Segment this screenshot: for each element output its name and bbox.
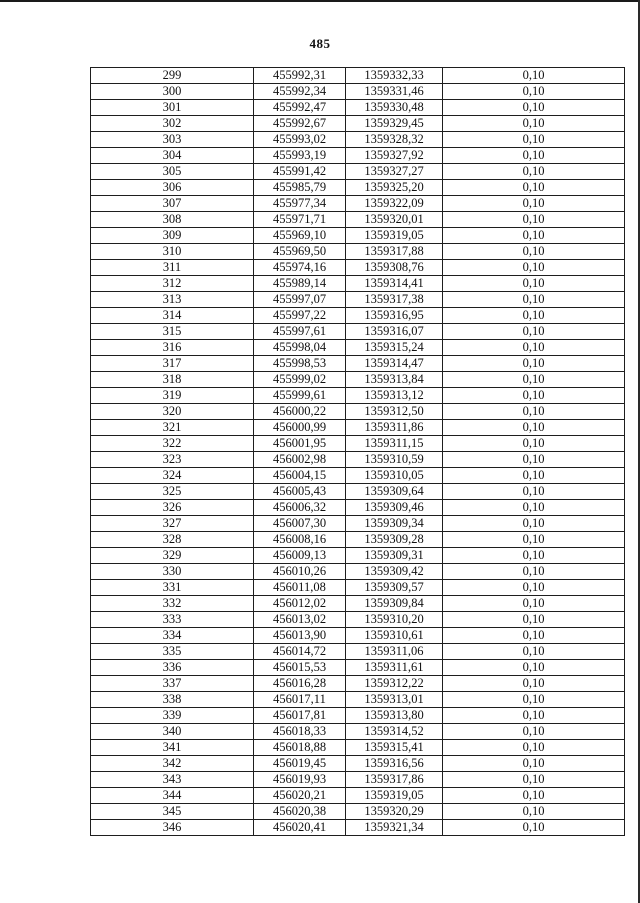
y-coordinate-cell: 1359317,86 [346, 772, 443, 788]
point-number-cell: 321 [91, 420, 254, 436]
x-coordinate-cell: 455997,61 [254, 324, 346, 340]
table-row [91, 84, 625, 100]
tolerance-cell: 0,10 [443, 804, 625, 820]
point-number-cell: 336 [91, 660, 254, 676]
x-coordinate-cell: 456006,32 [254, 500, 346, 516]
y-coordinate-cell: 1359311,15 [346, 436, 443, 452]
tolerance-cell: 0,10 [443, 564, 625, 580]
y-coordinate-cell: 1359310,20 [346, 612, 443, 628]
table-row [91, 532, 625, 548]
x-coordinate-cell: 456007,30 [254, 516, 346, 532]
y-coordinate-cell: 1359320,29 [346, 804, 443, 820]
x-coordinate-cell: 455971,71 [254, 212, 346, 228]
point-number-cell: 301 [91, 100, 254, 116]
tolerance-cell: 0,10 [443, 276, 625, 292]
tolerance-cell: 0,10 [443, 212, 625, 228]
page-number: 485 [309, 36, 331, 51]
table-row [91, 132, 625, 148]
x-coordinate-cell: 456017,81 [254, 708, 346, 724]
point-number-cell: 340 [91, 724, 254, 740]
table-row [91, 180, 625, 196]
x-coordinate-cell: 456015,53 [254, 660, 346, 676]
x-coordinate-cell: 455999,02 [254, 372, 346, 388]
y-coordinate-cell: 1359312,22 [346, 676, 443, 692]
tolerance-cell: 0,10 [443, 68, 625, 84]
point-number-cell: 325 [91, 484, 254, 500]
tolerance-cell: 0,10 [443, 372, 625, 388]
y-coordinate-cell: 1359309,46 [346, 500, 443, 516]
tolerance-cell: 0,10 [443, 548, 625, 564]
x-coordinate-cell: 455992,34 [254, 84, 346, 100]
x-coordinate-cell: 456020,21 [254, 788, 346, 804]
x-coordinate-cell: 456000,99 [254, 420, 346, 436]
x-coordinate-cell: 455977,34 [254, 196, 346, 212]
table-row [91, 164, 625, 180]
x-coordinate-cell: 456018,88 [254, 740, 346, 756]
x-coordinate-cell: 456010,26 [254, 564, 346, 580]
tolerance-cell: 0,10 [443, 660, 625, 676]
x-coordinate-cell: 456020,38 [254, 804, 346, 820]
y-coordinate-cell: 1359321,34 [346, 820, 443, 836]
table-row [91, 516, 625, 532]
y-coordinate-cell: 1359310,05 [346, 468, 443, 484]
point-number-cell: 322 [91, 436, 254, 452]
table-row [91, 404, 625, 420]
table-row [91, 372, 625, 388]
tolerance-cell: 0,10 [443, 404, 625, 420]
tolerance-cell: 0,10 [443, 820, 625, 836]
x-coordinate-cell: 456012,02 [254, 596, 346, 612]
tolerance-cell: 0,10 [443, 132, 625, 148]
tolerance-cell: 0,10 [443, 708, 625, 724]
point-number-cell: 311 [91, 260, 254, 276]
tolerance-cell: 0,10 [443, 484, 625, 500]
table-row [91, 548, 625, 564]
tolerance-cell: 0,10 [443, 388, 625, 404]
x-coordinate-cell: 455992,47 [254, 100, 346, 116]
y-coordinate-cell: 1359313,12 [346, 388, 443, 404]
point-number-cell: 323 [91, 452, 254, 468]
x-coordinate-cell: 455998,04 [254, 340, 346, 356]
table-row [91, 100, 625, 116]
coordinates-table [90, 67, 625, 836]
tolerance-cell: 0,10 [443, 532, 625, 548]
table-row [91, 756, 625, 772]
tolerance-cell: 0,10 [443, 516, 625, 532]
y-coordinate-cell: 1359327,27 [346, 164, 443, 180]
x-coordinate-cell: 456018,33 [254, 724, 346, 740]
point-number-cell: 304 [91, 148, 254, 164]
tolerance-cell: 0,10 [443, 340, 625, 356]
table-row [91, 420, 625, 436]
tolerance-cell: 0,10 [443, 228, 625, 244]
x-coordinate-cell: 456011,08 [254, 580, 346, 596]
tolerance-cell: 0,10 [443, 84, 625, 100]
tolerance-cell: 0,10 [443, 788, 625, 804]
tolerance-cell: 0,10 [443, 244, 625, 260]
y-coordinate-cell: 1359319,05 [346, 228, 443, 244]
table-row [91, 708, 625, 724]
point-number-cell: 302 [91, 116, 254, 132]
table-row [91, 228, 625, 244]
y-coordinate-cell: 1359311,86 [346, 420, 443, 436]
point-number-cell: 331 [91, 580, 254, 596]
table-row [91, 148, 625, 164]
y-coordinate-cell: 1359311,61 [346, 660, 443, 676]
point-number-cell: 328 [91, 532, 254, 548]
table-row [91, 724, 625, 740]
point-number-cell: 309 [91, 228, 254, 244]
table-row [91, 740, 625, 756]
tolerance-cell: 0,10 [443, 628, 625, 644]
x-coordinate-cell: 456016,28 [254, 676, 346, 692]
y-coordinate-cell: 1359316,95 [346, 308, 443, 324]
point-number-cell: 333 [91, 612, 254, 628]
y-coordinate-cell: 1359309,42 [346, 564, 443, 580]
y-coordinate-cell: 1359309,28 [346, 532, 443, 548]
point-number-cell: 330 [91, 564, 254, 580]
x-coordinate-cell: 455993,19 [254, 148, 346, 164]
table-row [91, 644, 625, 660]
scan-edge-top [0, 0, 640, 2]
y-coordinate-cell: 1359319,05 [346, 788, 443, 804]
point-number-cell: 318 [91, 372, 254, 388]
table-row [91, 788, 625, 804]
table-row [91, 468, 625, 484]
table-row [91, 68, 625, 84]
point-number-cell: 303 [91, 132, 254, 148]
table-row [91, 340, 625, 356]
y-coordinate-cell: 1359320,01 [346, 212, 443, 228]
y-coordinate-cell: 1359332,33 [346, 68, 443, 84]
tolerance-cell: 0,10 [443, 196, 625, 212]
y-coordinate-cell: 1359309,57 [346, 580, 443, 596]
table-row [91, 564, 625, 580]
point-number-cell: 319 [91, 388, 254, 404]
tolerance-cell: 0,10 [443, 116, 625, 132]
y-coordinate-cell: 1359308,76 [346, 260, 443, 276]
tolerance-cell: 0,10 [443, 148, 625, 164]
point-number-cell: 344 [91, 788, 254, 804]
table-row [91, 452, 625, 468]
x-coordinate-cell: 455989,14 [254, 276, 346, 292]
table-row [91, 692, 625, 708]
table-row [91, 804, 625, 820]
y-coordinate-cell: 1359313,01 [346, 692, 443, 708]
y-coordinate-cell: 1359313,84 [346, 372, 443, 388]
table-row [91, 580, 625, 596]
table-row [91, 324, 625, 340]
x-coordinate-cell: 456017,11 [254, 692, 346, 708]
point-number-cell: 306 [91, 180, 254, 196]
table-row [91, 244, 625, 260]
point-number-cell: 338 [91, 692, 254, 708]
point-number-cell: 315 [91, 324, 254, 340]
table-row [91, 772, 625, 788]
y-coordinate-cell: 1359317,88 [346, 244, 443, 260]
y-coordinate-cell: 1359327,92 [346, 148, 443, 164]
tolerance-cell: 0,10 [443, 724, 625, 740]
table-row [91, 212, 625, 228]
x-coordinate-cell: 456001,95 [254, 436, 346, 452]
x-coordinate-cell: 455985,79 [254, 180, 346, 196]
x-coordinate-cell: 455998,53 [254, 356, 346, 372]
y-coordinate-cell: 1359329,45 [346, 116, 443, 132]
point-number-cell: 334 [91, 628, 254, 644]
y-coordinate-cell: 1359311,06 [346, 644, 443, 660]
point-number-cell: 310 [91, 244, 254, 260]
point-number-cell: 314 [91, 308, 254, 324]
point-number-cell: 324 [91, 468, 254, 484]
y-coordinate-cell: 1359315,41 [346, 740, 443, 756]
x-coordinate-cell: 455969,10 [254, 228, 346, 244]
point-number-cell: 313 [91, 292, 254, 308]
tolerance-cell: 0,10 [443, 580, 625, 596]
table-row [91, 628, 625, 644]
table-row [91, 276, 625, 292]
x-coordinate-cell: 456005,43 [254, 484, 346, 500]
tolerance-cell: 0,10 [443, 692, 625, 708]
point-number-cell: 343 [91, 772, 254, 788]
coordinates-table-body [91, 68, 625, 836]
point-number-cell: 320 [91, 404, 254, 420]
tolerance-cell: 0,10 [443, 164, 625, 180]
x-coordinate-cell: 455997,07 [254, 292, 346, 308]
tolerance-cell: 0,10 [443, 612, 625, 628]
tolerance-cell: 0,10 [443, 180, 625, 196]
y-coordinate-cell: 1359317,38 [346, 292, 443, 308]
table-row [91, 436, 625, 452]
x-coordinate-cell: 455969,50 [254, 244, 346, 260]
x-coordinate-cell: 456013,02 [254, 612, 346, 628]
tolerance-cell: 0,10 [443, 436, 625, 452]
point-number-cell: 346 [91, 820, 254, 836]
y-coordinate-cell: 1359330,48 [346, 100, 443, 116]
x-coordinate-cell: 456019,45 [254, 756, 346, 772]
tolerance-cell: 0,10 [443, 100, 625, 116]
y-coordinate-cell: 1359314,41 [346, 276, 443, 292]
point-number-cell: 317 [91, 356, 254, 372]
x-coordinate-cell: 456008,16 [254, 532, 346, 548]
x-coordinate-cell: 456000,22 [254, 404, 346, 420]
point-number-cell: 312 [91, 276, 254, 292]
table-row [91, 196, 625, 212]
table-row [91, 308, 625, 324]
y-coordinate-cell: 1359309,31 [346, 548, 443, 564]
tolerance-cell: 0,10 [443, 468, 625, 484]
tolerance-cell: 0,10 [443, 292, 625, 308]
x-coordinate-cell: 455993,02 [254, 132, 346, 148]
tolerance-cell: 0,10 [443, 324, 625, 340]
point-number-cell: 337 [91, 676, 254, 692]
x-coordinate-cell: 455997,22 [254, 308, 346, 324]
tolerance-cell: 0,10 [443, 452, 625, 468]
point-number-cell: 342 [91, 756, 254, 772]
y-coordinate-cell: 1359316,56 [346, 756, 443, 772]
table-row [91, 596, 625, 612]
y-coordinate-cell: 1359310,61 [346, 628, 443, 644]
x-coordinate-cell: 456019,93 [254, 772, 346, 788]
x-coordinate-cell: 455974,16 [254, 260, 346, 276]
point-number-cell: 299 [91, 68, 254, 84]
table-row [91, 612, 625, 628]
x-coordinate-cell: 456013,90 [254, 628, 346, 644]
tolerance-cell: 0,10 [443, 772, 625, 788]
table-row [91, 356, 625, 372]
point-number-cell: 335 [91, 644, 254, 660]
x-coordinate-cell: 455992,31 [254, 68, 346, 84]
tolerance-cell: 0,10 [443, 500, 625, 516]
tolerance-cell: 0,10 [443, 676, 625, 692]
table-row [91, 820, 625, 836]
table-row [91, 676, 625, 692]
x-coordinate-cell: 455991,42 [254, 164, 346, 180]
x-coordinate-cell: 456020,41 [254, 820, 346, 836]
point-number-cell: 345 [91, 804, 254, 820]
x-coordinate-cell: 455999,61 [254, 388, 346, 404]
point-number-cell: 316 [91, 340, 254, 356]
y-coordinate-cell: 1359309,34 [346, 516, 443, 532]
x-coordinate-cell: 455992,67 [254, 116, 346, 132]
tolerance-cell: 0,10 [443, 596, 625, 612]
point-number-cell: 326 [91, 500, 254, 516]
point-number-cell: 332 [91, 596, 254, 612]
y-coordinate-cell: 1359314,47 [346, 356, 443, 372]
tolerance-cell: 0,10 [443, 644, 625, 660]
tolerance-cell: 0,10 [443, 308, 625, 324]
table-row [91, 484, 625, 500]
point-number-cell: 339 [91, 708, 254, 724]
y-coordinate-cell: 1359316,07 [346, 324, 443, 340]
x-coordinate-cell: 456004,15 [254, 468, 346, 484]
point-number-cell: 308 [91, 212, 254, 228]
tolerance-cell: 0,10 [443, 420, 625, 436]
y-coordinate-cell: 1359328,32 [346, 132, 443, 148]
y-coordinate-cell: 1359312,50 [346, 404, 443, 420]
table-row [91, 116, 625, 132]
y-coordinate-cell: 1359322,09 [346, 196, 443, 212]
table-row [91, 660, 625, 676]
y-coordinate-cell: 1359331,46 [346, 84, 443, 100]
table-row [91, 388, 625, 404]
x-coordinate-cell: 456002,98 [254, 452, 346, 468]
point-number-cell: 307 [91, 196, 254, 212]
tolerance-cell: 0,10 [443, 356, 625, 372]
y-coordinate-cell: 1359309,64 [346, 484, 443, 500]
point-number-cell: 327 [91, 516, 254, 532]
tolerance-cell: 0,10 [443, 740, 625, 756]
point-number-cell: 300 [91, 84, 254, 100]
y-coordinate-cell: 1359315,24 [346, 340, 443, 356]
point-number-cell: 341 [91, 740, 254, 756]
table-row [91, 260, 625, 276]
y-coordinate-cell: 1359314,52 [346, 724, 443, 740]
tolerance-cell: 0,10 [443, 756, 625, 772]
point-number-cell: 329 [91, 548, 254, 564]
y-coordinate-cell: 1359325,20 [346, 180, 443, 196]
table-row [91, 292, 625, 308]
tolerance-cell: 0,10 [443, 260, 625, 276]
y-coordinate-cell: 1359310,59 [346, 452, 443, 468]
x-coordinate-cell: 456009,13 [254, 548, 346, 564]
point-number-cell: 305 [91, 164, 254, 180]
y-coordinate-cell: 1359313,80 [346, 708, 443, 724]
y-coordinate-cell: 1359309,84 [346, 596, 443, 612]
x-coordinate-cell: 456014,72 [254, 644, 346, 660]
table-row [91, 500, 625, 516]
